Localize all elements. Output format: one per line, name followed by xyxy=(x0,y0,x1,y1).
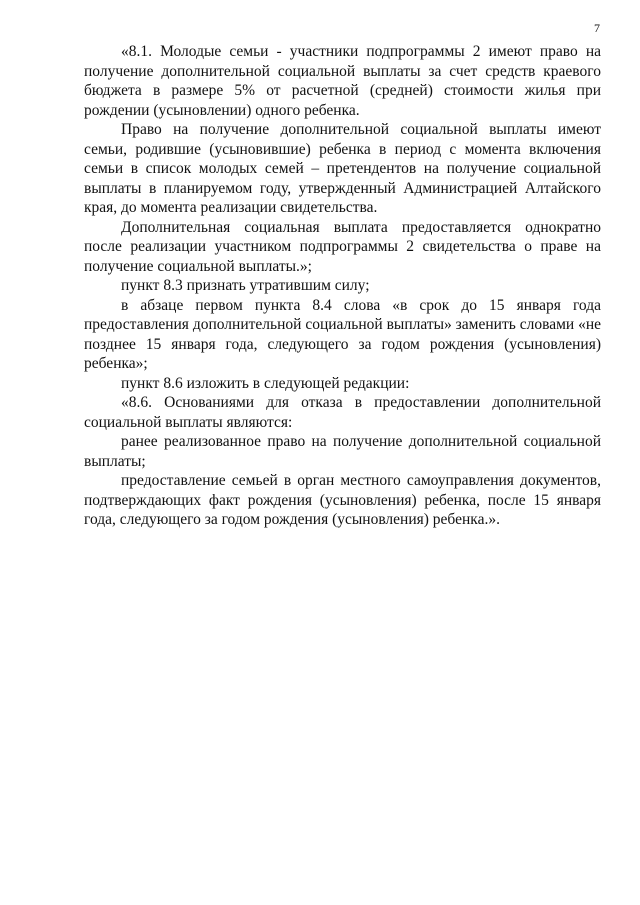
paragraph-one-time-payment: Дополнительная социальная выплата предоставляется однократно после реализации участником подпрограммы 2 свидетельства о праве на получение социальной выплаты.»; xyxy=(84,218,601,275)
page-number: 7 xyxy=(594,21,600,35)
paragraph-right-to-payment: Право на получение дополнительной социальной выплаты имеют семьи, родившие (усыновившие) ребенка в период с момента включения семьи в список молодых семей – претендентов на получение социальной выплаты в планируемом году, утвержденный Администрацией Алтайского края, до момента реализации свидетельства. xyxy=(84,121,601,216)
paragraph-8-3-repeal: пункт 8.3 признать утратившим силу; xyxy=(121,277,370,294)
paragraph-8-4-amendment: в абзаце первом пункта 8.4 слова «в срок до 15 января года предоставления дополнительной социальной выплаты» заменить словами «не позднее 15 января года, следующего за годом рождения (усыновления) ребенка»; xyxy=(84,296,601,372)
paragraph-8-1: «8.1. Молодые семьи - участники подпрограммы 2 имеют право на получение дополнительной социальной выплаты за счет средств краевого бюджета в размере 5% от расчетной (средней) стоимости жилья при рождении (усыновлении) одного ребенка. xyxy=(84,43,601,119)
document-body xyxy=(84,42,601,530)
paragraph-8-6: «8.6. Основаниями для отказа в предоставлении дополнительной социальной выплаты являются: xyxy=(84,394,601,431)
paragraph-8-6-intro: пункт 8.6 изложить в следующей редакции: xyxy=(121,374,410,392)
paragraph-refusal-ground-2: предоставление семьей в орган местного самоуправления документов, подтверждающих факт рождения (усыновления) ребенка, после 15 января года, следующего за годом рождения (усыновления) ребенка.». xyxy=(84,472,601,528)
paragraph-refusal-ground-1: ранее реализованное право на получение дополнительной социальной выплаты; xyxy=(84,433,601,470)
